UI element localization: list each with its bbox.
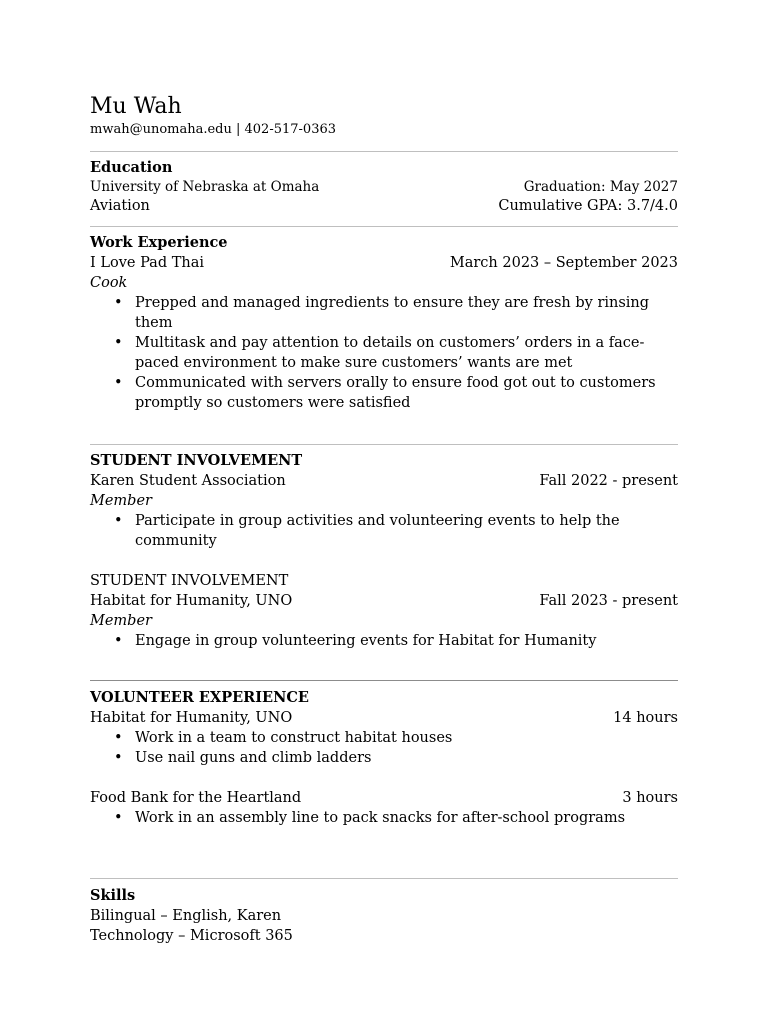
divider <box>90 226 678 227</box>
graduation-date: Graduation: May 2027 <box>523 179 678 195</box>
work-title: Work Experience <box>90 234 228 251</box>
gpa: Cumulative GPA: 3.7/4.0 <box>498 198 678 214</box>
involvement-bullets <box>90 511 678 551</box>
divider <box>90 680 678 681</box>
org-role: Member <box>90 493 152 509</box>
volunteer-hours: 3 hours <box>622 790 678 806</box>
volunteer-hours: 14 hours <box>613 710 678 726</box>
bullet-item: • Communicated with servers orally to ensure food got out to customers promptly so customers were satisfied <box>135 373 678 413</box>
skill-item: Bilingual – English, Karen <box>90 908 282 924</box>
work-bullets <box>90 293 678 413</box>
work-section <box>90 233 678 413</box>
school-name: University of Nebraska at Omaha <box>90 179 320 195</box>
bullet-item: • Work in an assembly line to pack snacks for after-school programs <box>135 808 678 828</box>
divider <box>90 151 678 152</box>
bullet-item: • Participate in group activities and volunteering events to help the community <box>135 511 678 551</box>
education-section <box>90 158 678 216</box>
volunteer-org: Food Bank for the Heartland <box>90 790 302 806</box>
skill-item: Technology – Microsoft 365 <box>90 928 293 944</box>
skills-title: Skills <box>90 887 136 904</box>
involvement-org-row <box>90 591 678 611</box>
volunteer-org-row <box>90 708 678 728</box>
involvement-title: STUDENT INVOLVEMENT <box>90 452 303 469</box>
bullet-item: • Use nail guns and climb ladders <box>135 748 678 768</box>
volunteer-org: Habitat for Humanity, UNO <box>90 710 293 726</box>
involvement-bullets <box>90 631 678 651</box>
bullet-item: • Prepped and managed ingredients to ensure they are fresh by rinsing them <box>135 293 678 333</box>
education-school-row <box>90 178 678 196</box>
divider <box>90 444 678 445</box>
major: Aviation <box>90 198 150 214</box>
involvement-section <box>90 451 678 651</box>
resume-page <box>90 92 678 946</box>
volunteer-title: VOLUNTEER EXPERIENCE <box>90 689 309 706</box>
org-name: Karen Student Association <box>90 473 286 489</box>
involvement-subheading: STUDENT INVOLVEMENT <box>90 573 289 589</box>
education-major-row <box>90 196 678 216</box>
involvement-org-row <box>90 471 678 491</box>
volunteer-section <box>90 688 678 828</box>
volunteer-bullets <box>90 728 678 768</box>
bullet-item: • Multitask and pay attention to details on customers’ orders in a face-paced environment to make sure customers’ wants are met <box>135 333 678 373</box>
volunteer-org-row <box>90 788 678 808</box>
divider <box>90 878 678 879</box>
org-name: Habitat for Humanity, UNO <box>90 593 293 609</box>
bullet-item: • Engage in group volunteering events for Habitat for Humanity <box>135 631 678 651</box>
work-employer-row <box>90 253 678 273</box>
contact-line: mwah@unomaha.edu | 402-517-0363 <box>90 122 337 137</box>
skills-section <box>90 886 678 946</box>
resume-name: Mu Wah <box>90 94 182 119</box>
bullet-item: • Work in a team to construct habitat houses <box>135 728 678 748</box>
education-title: Education <box>90 159 173 176</box>
volunteer-bullets <box>90 808 678 828</box>
org-role: Member <box>90 613 152 629</box>
work-dates: March 2023 – September 2023 <box>449 255 678 271</box>
work-role: Cook <box>90 275 128 291</box>
org-dates: Fall 2022 - present <box>539 473 678 489</box>
employer: I Love Pad Thai <box>90 255 205 271</box>
org-dates: Fall 2023 - present <box>539 593 678 609</box>
